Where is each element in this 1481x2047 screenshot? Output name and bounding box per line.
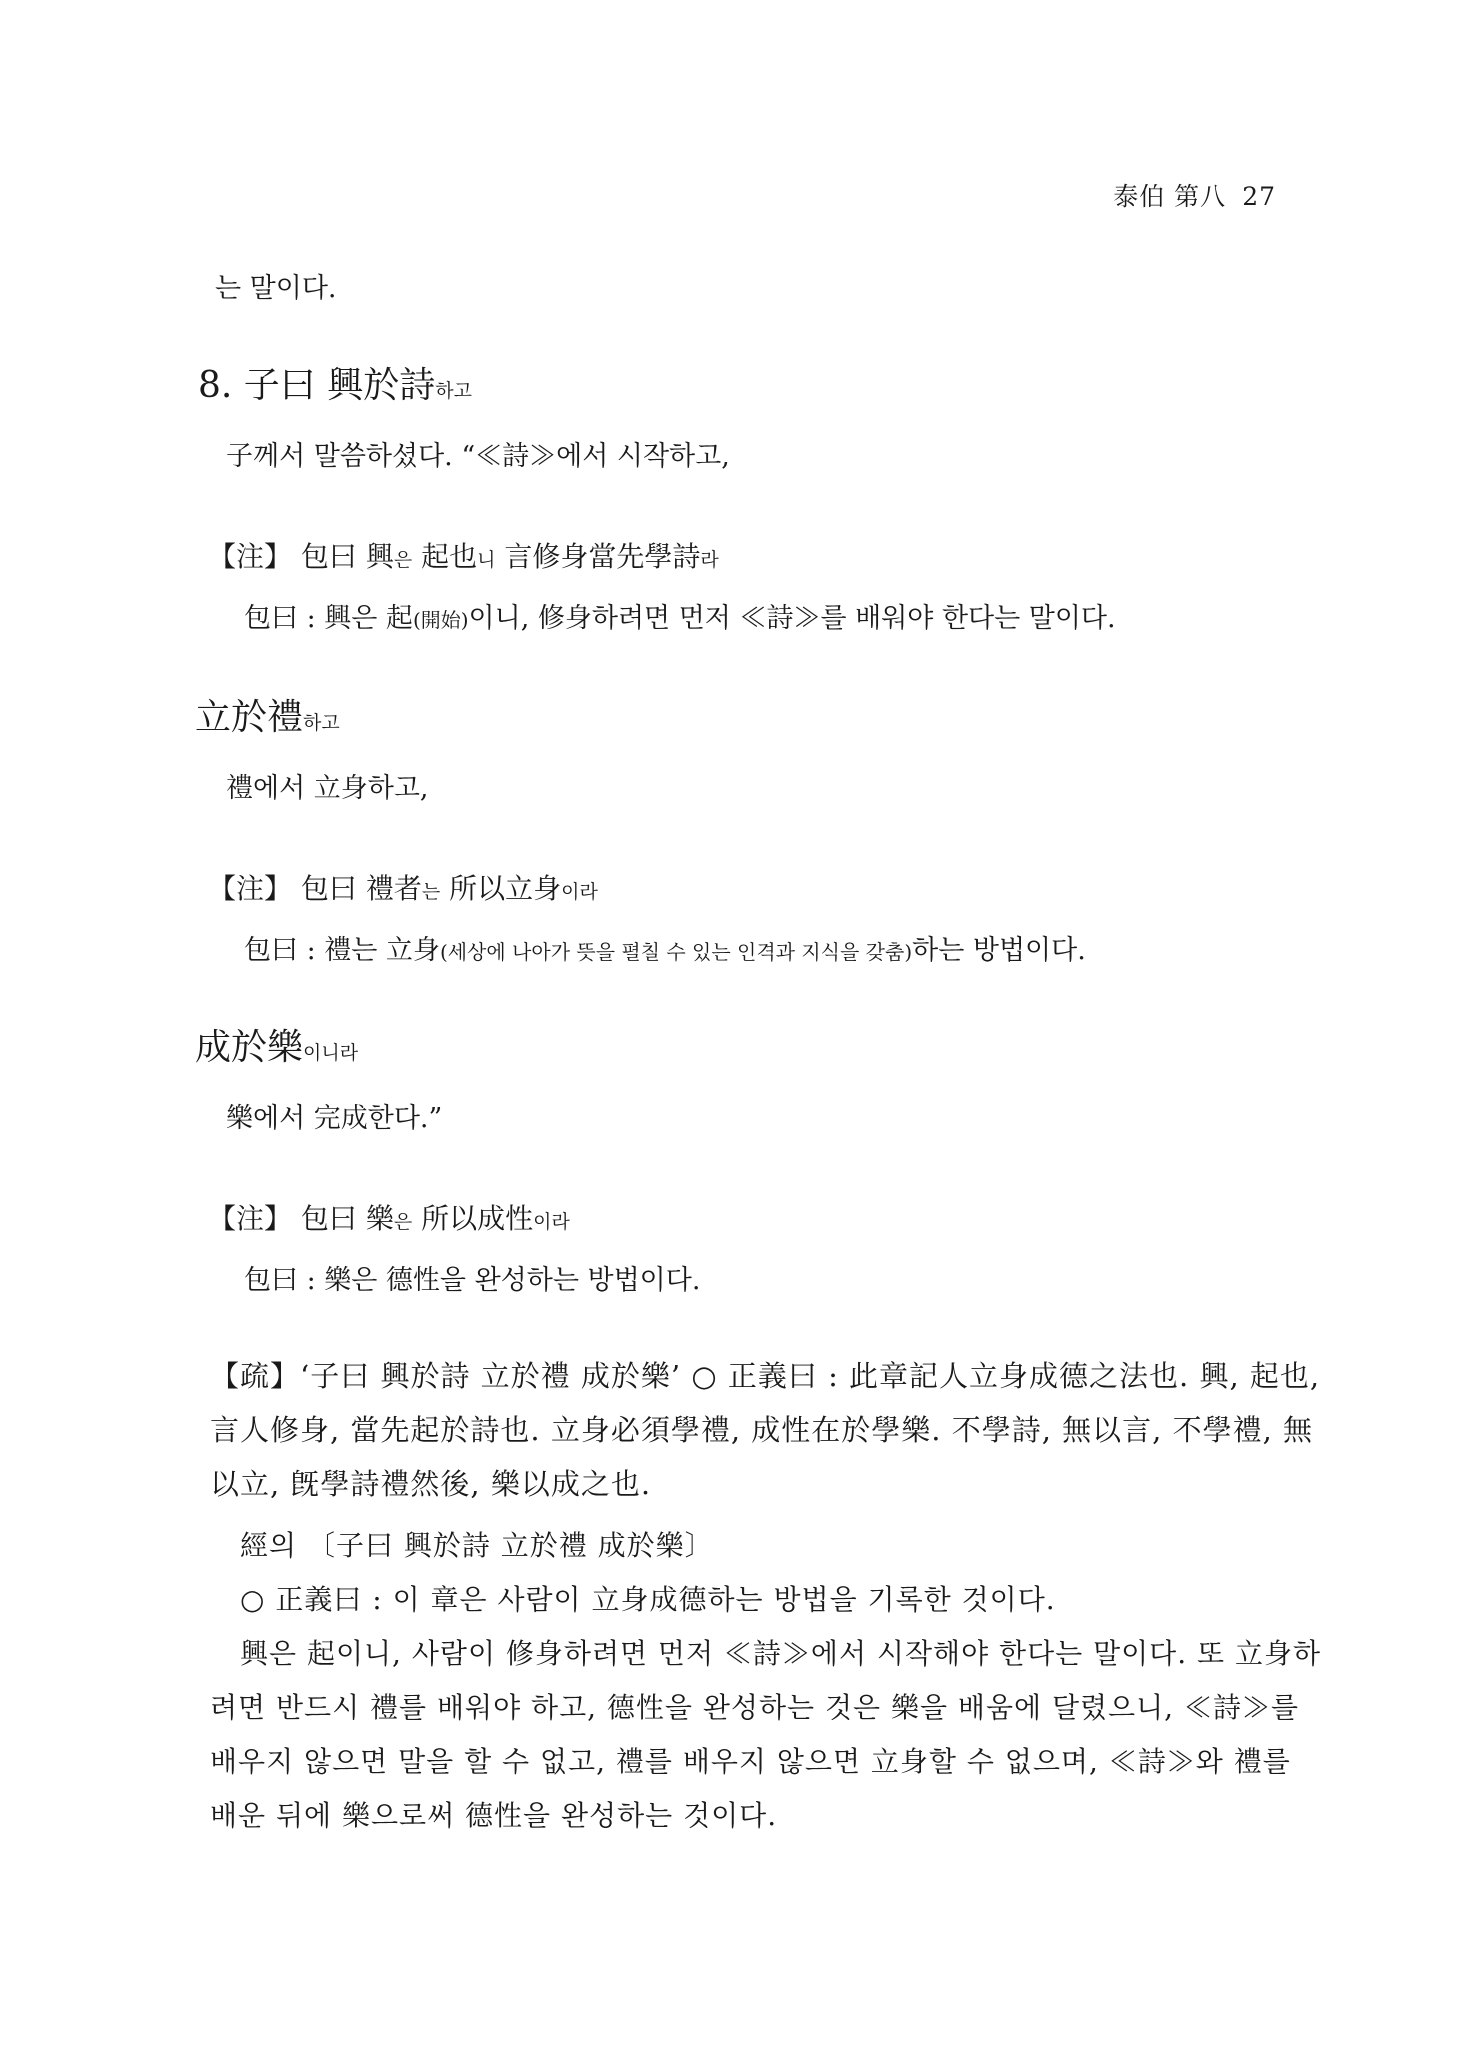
note-particle: 은 (393, 549, 413, 571)
note-particle: 는 (421, 881, 441, 903)
note-particle: 니 (477, 549, 496, 571)
translation-2: 禮에서 立身하고, (226, 773, 429, 804)
commentary-line-3: 以立, 旣學詩禮然後, 樂以成之也. (210, 1467, 652, 1501)
section-heading-2 (195, 697, 340, 738)
commentary-ko-line-3: 려면 반드시 禮를 배워야 하고, 德性을 완성하는 것은 樂을 배움에 달렸으니, ≪詩≫를 (210, 1691, 1300, 1724)
chapter-title: 泰伯 第八 (1113, 182, 1227, 211)
continued-text: 는 말이다. (215, 273, 337, 304)
commentary-scope: 經의 〔子曰 興於詩 立於禮 成於樂〕 (240, 1529, 714, 1562)
note-translation-text: 包曰 : 興은 起 (244, 603, 413, 634)
note-translation-2 (244, 937, 1086, 964)
note-text: 包曰 興 (292, 540, 394, 573)
heading-suffix: 이니라 (303, 1042, 359, 1064)
commentary-ko-line-4: 배우지 않으면 말을 할 수 없고, 禮를 배우지 않으면 立身할 수 없으며, ≪詩≫와 禮를 (210, 1745, 1291, 1778)
section-heading-3 (195, 1027, 359, 1068)
note-label: 【注】 (208, 872, 293, 905)
running-header (1113, 184, 1276, 209)
note-text: 包曰 樂 (292, 1202, 394, 1235)
note-2 (208, 872, 598, 905)
heading-suffix: 하고 (435, 380, 472, 402)
commentary-ko-line-1: ○ 正義曰 : 이 章은 사람이 立身成德하는 방법을 기록한 것이다. (240, 1583, 1056, 1616)
heading-text: 8. 子曰 興於詩 (198, 365, 436, 406)
note-text: 言修身當先學詩 (495, 540, 701, 573)
note-particle: 이라 (561, 881, 598, 903)
note-text: 起也 (412, 540, 478, 573)
page-number: 27 (1242, 182, 1276, 211)
note-text: 包曰 禮者 (292, 872, 422, 905)
commentary-line-1 (210, 1359, 1321, 1393)
commentary-label: 【疏】 (210, 1359, 301, 1393)
note-3 (208, 1202, 570, 1235)
section-heading-1 (198, 365, 472, 406)
commentary-line-2: 言人修身, 當先起於詩也. 立身必須學禮, 成性在於學樂. 不學詩, 無以言, 不學禮, 無 (210, 1413, 1314, 1447)
gloss: (開始) (412, 608, 469, 632)
commentary-ko-line-2: 興은 起이니, 사람이 修身하려면 먼저 ≪詩≫에서 시작해야 한다는 말이다. 또 立身하 (240, 1637, 1322, 1670)
note-particle: 이라 (533, 1211, 570, 1233)
note-label: 【注】 (208, 1202, 293, 1235)
gloss: (세상에 나아가 뜻을 펼칠 수 있는 인격과 지식을 갖춤) (439, 940, 913, 964)
note-particle: 라 (700, 549, 719, 571)
note-translation-3: 包曰 : 樂은 德性을 완성하는 방법이다. (244, 1265, 701, 1296)
commentary-ko-line-5: 배운 뒤에 樂으로써 德性을 완성하는 것이다. (210, 1799, 778, 1832)
heading-suffix: 하고 (303, 712, 340, 734)
note-translation-text: 包曰 : 禮는 立身 (244, 935, 440, 966)
heading-text: 成於樂 (195, 1027, 304, 1068)
note-text: 所以成性 (412, 1202, 534, 1235)
translation-3: 樂에서 完成한다.” (226, 1103, 443, 1134)
note-translation-text: 이니, 修身하려면 먼저 ≪詩≫를 배워야 한다는 말이다. (468, 603, 1116, 634)
note-particle: 은 (393, 1211, 413, 1233)
note-translation-1 (244, 605, 1116, 632)
note-text: 所以立身 (440, 872, 562, 905)
heading-text: 立於禮 (195, 697, 304, 738)
commentary-text: ‘子曰 興於詩 立於禮 成於樂’ ○ 正義曰 : 此章記人立身成德之法也. 興, 起也, (300, 1359, 1321, 1393)
translation-1: 子께서 말씀하셨다. “≪詩≫에서 시작하고, (226, 441, 730, 472)
note-1 (208, 540, 719, 573)
note-label: 【注】 (208, 540, 293, 573)
note-translation-text: 하는 방법이다. (912, 935, 1086, 966)
